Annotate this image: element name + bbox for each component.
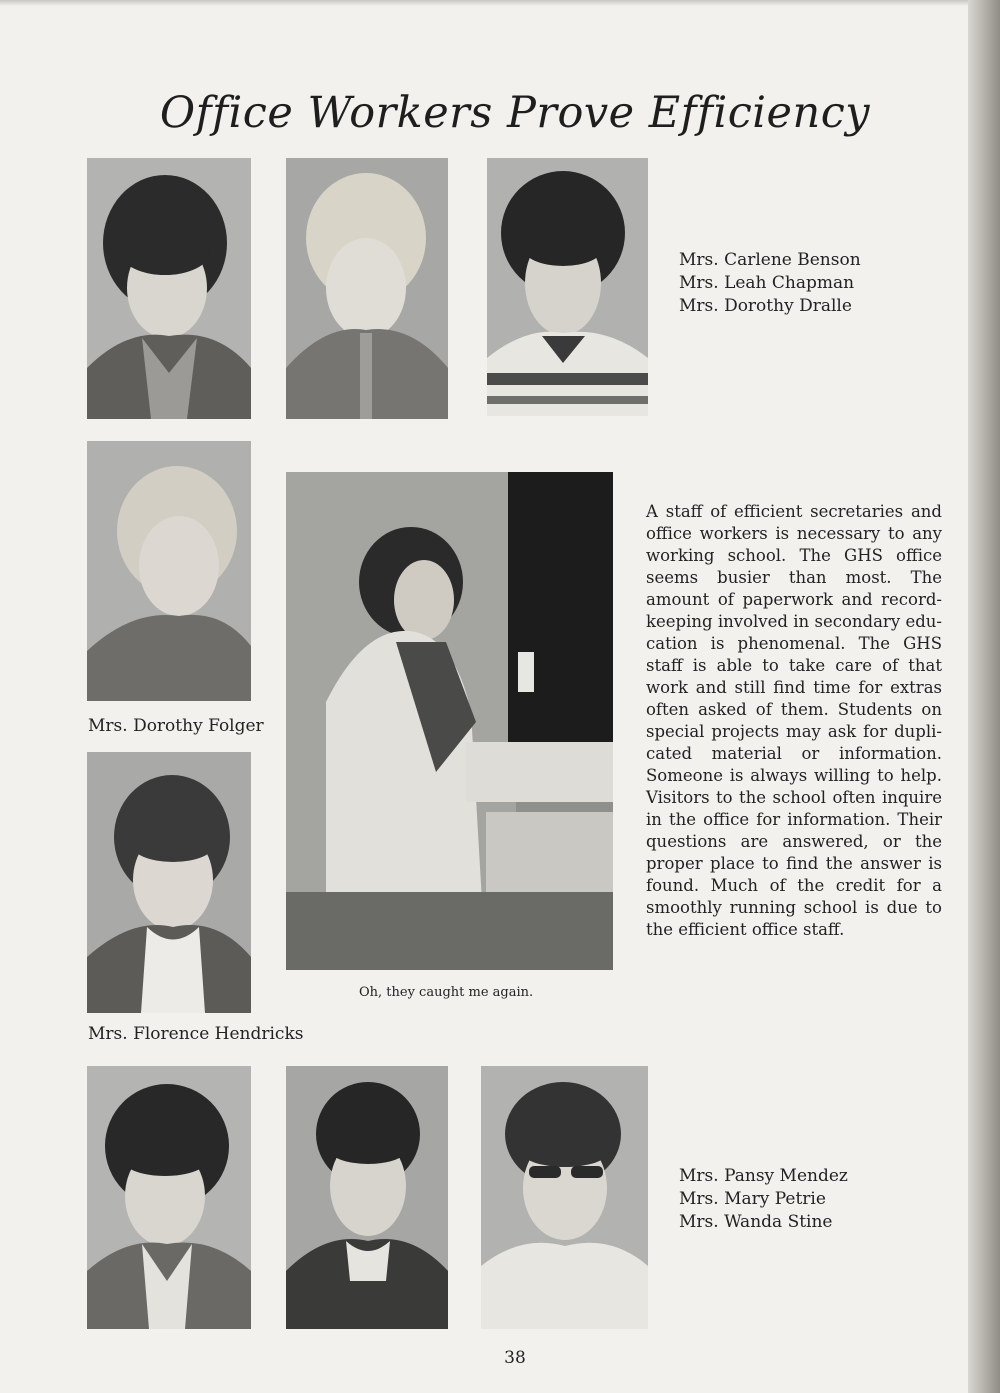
name-label: Mrs. Pansy Mendez	[679, 1166, 848, 1186]
body-line: work and still find time for extras	[646, 678, 942, 697]
portrait-photo	[487, 158, 648, 416]
body-line: smoothly running school is due to	[646, 898, 942, 917]
name-label: Mrs. Mary Petrie	[679, 1189, 826, 1209]
name-label: Mrs. Dorothy Dralle	[679, 296, 852, 316]
page-top-edge	[0, 0, 1000, 6]
body-line: Someone is always willing to help.	[646, 766, 942, 785]
top-row-names	[679, 249, 861, 318]
body-line: special projects may ask for dupli-	[646, 722, 942, 741]
body-line: the efficient office staff.	[646, 920, 845, 939]
body-line: seems busier than most. The	[646, 568, 942, 587]
portrait-photo	[286, 158, 448, 419]
body-line: questions are answered, or the	[646, 832, 942, 851]
portrait-photo	[87, 1066, 251, 1329]
portrait-caption: Mrs. Dorothy Folger	[88, 716, 264, 736]
portrait-photo	[87, 752, 251, 1013]
body-line: cation is phenomenal. The GHS	[646, 634, 942, 653]
portrait-caption: Mrs. Florence Hendricks	[88, 1024, 304, 1044]
body-line: staff is able to take care of that	[646, 656, 942, 675]
page-number: 38	[504, 1348, 526, 1368]
body-line: amount of paperwork and record-	[646, 590, 942, 609]
body-line: office workers is necessary to any	[646, 524, 942, 543]
body-line: Visitors to the school often inquire	[646, 788, 942, 807]
body-line: found. Much of the credit for a	[646, 876, 942, 895]
body-line: A staff of efficient secretaries and	[646, 502, 942, 521]
portrait-photo	[87, 158, 251, 419]
body-line: often asked of them. Students on	[646, 700, 942, 719]
body-line: in the office for information. Their	[646, 810, 942, 829]
photo-caption: Oh, they caught me again.	[359, 985, 534, 1000]
name-label: Mrs. Wanda Stine	[679, 1212, 833, 1232]
body-line: proper place to find the answer is	[646, 854, 942, 873]
body-paragraph	[646, 501, 942, 941]
body-line: working school. The GHS office	[646, 546, 942, 565]
portrait-photo	[481, 1066, 648, 1329]
portrait-photo	[87, 441, 251, 701]
portrait-photo	[286, 1066, 448, 1329]
candid-office-photo	[286, 472, 613, 970]
page-title: Office Workers Prove Efficiency	[159, 88, 871, 138]
body-line: cated material or information.	[646, 744, 942, 763]
bottom-row-names	[679, 1165, 848, 1234]
body-line: keeping involved in secondary edu-	[646, 612, 942, 631]
name-label: Mrs. Leah Chapman	[679, 273, 855, 293]
name-label: Mrs. Carlene Benson	[679, 250, 861, 270]
page-binding-edge	[968, 0, 1000, 1393]
